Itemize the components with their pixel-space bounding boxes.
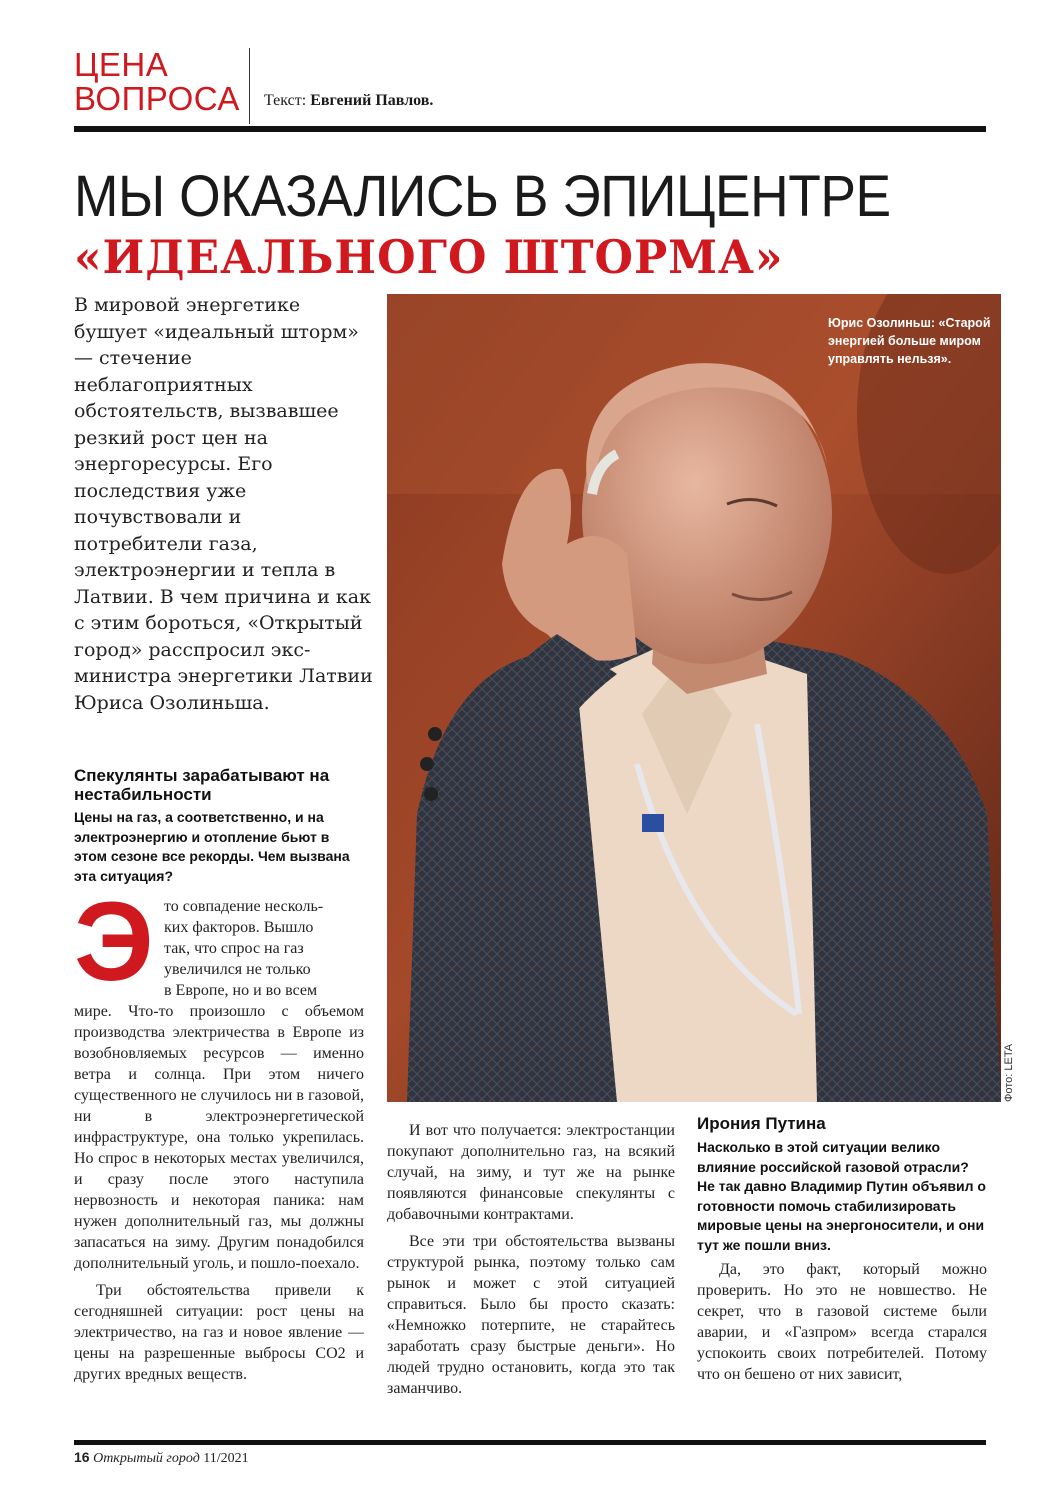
col1-paragraph: Три обстоятельства привели к сегодняшней ситуации: рост цены на электричество, на газ и новое явление — цены на разрешенные выбросы CO2 и других вредных веществ. bbox=[74, 1282, 364, 1383]
dropcap-line: так, что спрос на газ bbox=[164, 940, 304, 957]
page-number: 16 bbox=[74, 1449, 90, 1465]
col3-question: Насколько в этой ситуации велико влияние российской газовой отрасли? Не так давно Владимир Путин объявил о готовности помочь стабилизировать мировые цены на энергоносители, и они тут же пошли вниз. bbox=[697, 1139, 986, 1253]
col3-body bbox=[697, 1259, 987, 1385]
headline-line2: «ИДЕАЛЬНОГО ШТОРМА» bbox=[74, 230, 784, 284]
col1-subhead: Спекулянты зарабатывают на нестабильности bbox=[74, 766, 330, 804]
col1-question: Цены на газ, а соответственно, и на электроэнергию и отопление бьют в этом сезоне все рекорды. Чем вызвана эта ситуация? bbox=[74, 809, 350, 884]
dropcap-line: то совпадение несколь- bbox=[164, 898, 324, 915]
col2-paragraph: Все эти три обстоятельства вызваны структурой рынка, поэтому только сам рынок и может с этой ситуацией справиться. Было бы просто сказать: «Немножко потерпите, не старайтесь заработать сразу быстрые деньги». Но людей трудно остановить, когда это так заманчиво. bbox=[387, 1233, 675, 1397]
col1-body bbox=[74, 1001, 364, 1385]
section-label-line1: ЦЕНА bbox=[74, 46, 169, 83]
drop-cap: Э bbox=[74, 879, 154, 1004]
col1-paragraph: мире. Что-то произошло с объемом производства электричества в Европе из возобновляемых ресурсов — именно ветра и солнца. При этом ничего существенного не случилось ни в газовой, ни в электроэнергетической инфраструктуре, она только укрепилась. Но спрос в некоторых местах увеличился, и сразу после этого наступила нервозность и некоторая паника: нам нужен дополнительный газ, мы должны запасаться на зиму. Другим понадобился дополнительный уголь, и пошло-поехало. bbox=[74, 1003, 364, 1272]
section-label bbox=[74, 48, 240, 116]
column-3 bbox=[697, 1114, 987, 1385]
byline-prefix: Текст: bbox=[264, 92, 307, 109]
page-footer bbox=[74, 1449, 249, 1467]
section-label-line2: ВОПРОСА bbox=[74, 80, 240, 117]
header-divider bbox=[249, 48, 250, 124]
dropcap-line: ких факторов. Вышло bbox=[164, 919, 314, 936]
column-2 bbox=[387, 1120, 675, 1399]
magazine-title: Открытый город bbox=[93, 1451, 200, 1466]
portrait-photo bbox=[387, 294, 1001, 1102]
col2-paragraph: И вот что получается: электростанции покупают дополнительно газ, на всякий случай, на зиму, и тут же на рынке появляются финансовые спекулянты с добавочными контрактами. bbox=[387, 1122, 675, 1223]
byline bbox=[264, 92, 433, 110]
photo-caption: Юрис Озолиньш: «Старой энергией больше миром управлять нельзя». bbox=[828, 316, 991, 366]
col1-dropcap-lines bbox=[164, 896, 364, 1001]
dropcap-line: в Европе, но и во всем bbox=[164, 982, 318, 999]
bottom-rule bbox=[74, 1440, 986, 1445]
dropcap-line: увеличился не только bbox=[164, 961, 311, 978]
col3-subhead: Ирония Путина bbox=[697, 1114, 826, 1133]
column-1 bbox=[74, 766, 364, 886]
col3-paragraph: Да, это факт, который можно проверить. Но это не новшество. Не секрет, что в газовой системе были аварии, и «Газпром» всегда старался успокоить своих потребителей. Потому что он бешено от них зависит, bbox=[697, 1261, 987, 1383]
headline-line1: МЫ ОКАЗАЛИСЬ В ЭПИЦЕНТРЕ bbox=[74, 164, 891, 229]
issue-number: 11/2021 bbox=[203, 1451, 249, 1466]
portrait-illustration bbox=[387, 294, 1001, 1102]
byline-author: Евгений Павлов. bbox=[310, 92, 434, 109]
top-rule bbox=[74, 126, 986, 132]
photo-credit: Фото: LETA bbox=[1003, 1043, 1015, 1102]
lead-paragraph: В мировой энергетике бушует «идеальный шторм» — стечение неблагоприятных обстоятельств, вызвавшее резкий рост цен на энергоресурсы. Его последствия уже почувствовали и потребители газа, электроэнергии и тепла в Латвии. В чем причина и как с этим бороться, «Открытый город» расспросил экс-министра энергетики Латвии Юриса Озолиньша. bbox=[74, 294, 373, 714]
